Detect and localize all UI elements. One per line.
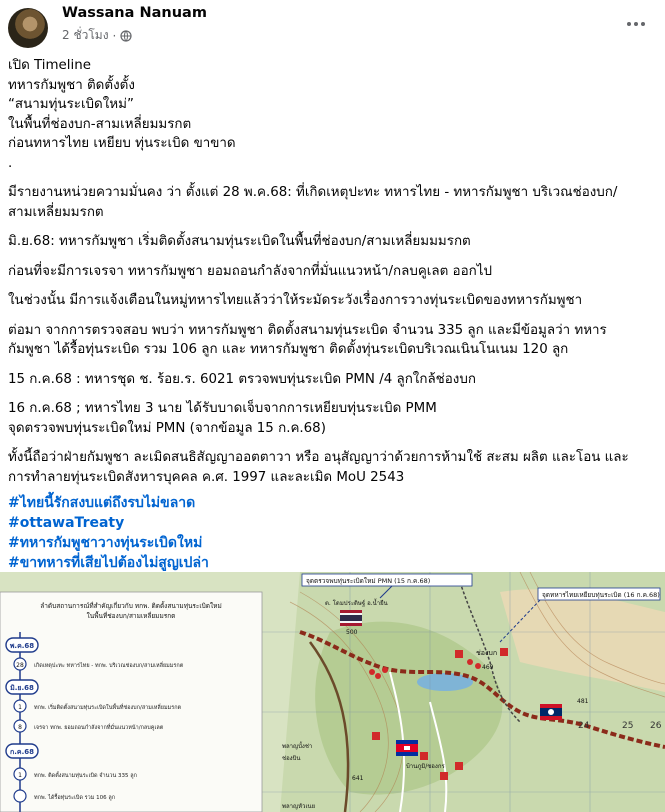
place-label-chongbok: ช่องบก: [476, 649, 498, 657]
post-timestamp[interactable]: 2 ชั่วโมง: [62, 28, 109, 42]
elevation-label: 500: [346, 629, 358, 636]
intro-line: ทหารกัมพูชา ติดตั้งตั้ง: [8, 77, 135, 93]
paragraph: [8, 183, 658, 222]
paragraph: [8, 370, 658, 390]
intro-line: ก่อนทหารไทย เหยียบ ทุ่นระเบิด ขาขาด: [8, 136, 236, 151]
paragraph-line: การทำลายทุ่นระเบิดสังหารบุคคล ค.ศ. 1997 และละเมิด MoU 2543: [8, 469, 405, 485]
panel-title: ในพื้นที่ช่องบก/สามเหลี่ยมมรกต: [86, 612, 176, 620]
timeline-event: เกิดเหตุปะทะ ทหารไทย - ทกพ. บริเวณช่องบก/สามเหลี่ยมมรกต: [34, 663, 184, 669]
cambodia-flag-icon: [396, 740, 418, 756]
dot-icon: [627, 22, 631, 26]
timeline-event: ทกพ. ได้รื้อทุ่นระเบิด รวม 106 ลูก: [34, 795, 116, 801]
place-label: บ้านภูมิ/ชองกร: [406, 763, 445, 770]
timeline-day: 28: [16, 662, 24, 669]
globe-icon: [120, 30, 132, 42]
timeline-day: 1: [18, 772, 22, 779]
intro-line: ในพื้นที่ช่องบก-สามเหลี่ยมมรกต: [8, 116, 192, 132]
paragraph-line: 16 ก.ค.68 ; ทหารไทย 3 นาย ได้รับบาดเจ็บจากการเหยียบทุ่นระเบิด PMM: [8, 401, 437, 416]
place-label: ต. โดมประดิษฐ์ อ.น้ำยืน: [325, 600, 388, 607]
intro-line: .: [8, 155, 13, 171]
place-label: พลาญหัวเนย: [282, 803, 316, 810]
paragraph: [8, 262, 658, 282]
paragraph-line: 15 ก.ค.68 : ทหารชุด ช. ร้อย.ร. 6021 ตรวจพบทุ่นระเบิด PMN /4 ลูกใกล้ช่องบก: [8, 371, 476, 387]
hashtag-link[interactable]: #ขาทหารที่เสียไปต้องไม่สูญเปล่า: [8, 555, 209, 571]
paragraph-line: ทั้งนี้ถือว่าฝ่ายกัมพูชา ละเมิดสนธิสัญญาออตตาวา หรือ อนุสัญญาว่าด้วยการห้ามใช้ สะสม ผลิต และโอน และ: [8, 450, 629, 465]
author-name[interactable]: Wassana Nanuam: [62, 5, 207, 21]
author-avatar[interactable]: [8, 8, 48, 48]
timeline-month-label: ก.ค.68: [10, 748, 34, 756]
elevation-label: 481: [577, 698, 589, 705]
paragraph-line: กัมพูชา ได้รื้อทุ่นระเบิด รวม 106 ลูก และ ทหารกัมพูชา ติดตั้งทุ่นระเบิดบริเวณเนินโนเนม 120 ลูก: [8, 342, 569, 357]
paragraph-line: ก่อนที่จะมีการเจรจา ทหารกัมพูชา ยอมถอนกำลังจากที่มั่นแนวหน้า/กลบคูเลต ออกไป: [8, 263, 492, 279]
grid-label: 24: [578, 721, 590, 731]
post-header: [0, 0, 665, 52]
map-graphic: [0, 572, 665, 812]
paragraph: [8, 232, 658, 252]
callout-text: จุดทหารไทยเหยียบทุ่นระเบิด (16 ก.ค.68): [542, 591, 660, 599]
grid-label: 25: [622, 721, 634, 731]
timeline-panel: [0, 592, 262, 812]
paragraph: [8, 448, 658, 487]
more-options-button[interactable]: [619, 10, 653, 38]
timeline-day: 1: [18, 704, 22, 711]
laos-flag-icon: [540, 704, 562, 720]
timeline-month-label: มิ.ย.68: [10, 684, 34, 692]
paragraph: [8, 399, 658, 438]
hashtag-link[interactable]: #ทหารกัมพูชาวางทุ่นระเบิดใหม่: [8, 535, 203, 551]
timeline-event: ทกพ. เริ่มติดตั้งสนามทุ่นระเบิดในพื้นที่ช่องบก/สามเหลี่ยมมรกต: [34, 705, 182, 711]
map-image[interactable]: [0, 572, 665, 812]
paragraph-line: มิ.ย.68: ทหารกัมพูชา เริ่มติดตั้งสนามทุ่นระเบิดในพื้นที่ช่องบก/สามเหลี่ยมมมรกต: [8, 234, 471, 249]
hashtag-link[interactable]: #ottawaTreaty: [8, 515, 125, 531]
post-meta: 2 ชั่วโมง ·: [62, 26, 132, 45]
intro-line: เปิด Timeline: [8, 58, 91, 73]
post-text: [8, 56, 658, 573]
elevation-label: 469: [482, 664, 494, 671]
paragraph-line: จุดตรวจพบทุ่นระเบิดใหม่ PMN (จากข้อมูล 15 ก.ค.68): [8, 420, 326, 436]
paragraph-line: ในช่วงนั้น มีการแจ้งเตือนในหมู่ทหารไทยแล้วว่าให้ระมัดระวังเรื่องการวางทุ่นระเบิดของทหารกัมพูชา: [8, 293, 583, 308]
hashtag-link[interactable]: #ไทยนี้รักสงบแต่ถึงรบไม่ขลาด: [8, 495, 196, 511]
place-label: ช่องบิน: [282, 755, 301, 762]
timeline-event: ทกพ. ติดตั้งสนามทุ่นระเบิด จำนวน 335 ลูก: [34, 773, 137, 779]
thailand-flag-icon: [340, 610, 362, 626]
paragraph-line: มีรายงานหน่วยความมั่นคง ว่า ตั้งแต่ 28 พ.ค.68: ที่เกิดเหตุปะทะ ทหารไทย - ทหารกัมพูชา บริเวณช่องบก/: [8, 185, 618, 200]
paragraph: [8, 291, 658, 311]
hashtag-list: [8, 493, 658, 573]
panel-title: ลำดับสถานการณ์ที่สำคัญเกี่ยวกับ ทกพ. ติดตั้งสนามทุ่นระเบิดใหม่: [40, 602, 222, 610]
timeline-month-label: พ.ค.68: [9, 642, 35, 650]
place-label: พลาญบั้งช่า: [282, 743, 313, 750]
timeline-event: เจรจา ทกพ. ยอมถอนกำลังจากที่มั่นแนวหน้า/กลบคูเลต: [34, 725, 164, 731]
paragraph-line: ต่อมา จากการตรวจสอบ พบว่า ทหารกัมพูชา ติดตั้งสนามทุ่นระเบิด จำนวน 335 ลูก และมีข้อมูลว่า ทหาร: [8, 322, 607, 338]
timeline-dot: [14, 790, 26, 802]
timeline-day: 8: [18, 724, 22, 731]
dot-icon: [634, 22, 638, 26]
paragraph-line: สามเหลี่ยมมรกต: [8, 204, 104, 220]
grid-label: 26: [650, 721, 662, 731]
elevation-label: 641: [352, 775, 364, 782]
paragraph: [8, 321, 658, 360]
intro-line: “สนามทุ่นระเบิดใหม่”: [8, 97, 134, 112]
callout-text: จุดตรวจพบทุ่นระเบิดใหม่ PMN (15 ก.ค.68): [306, 577, 431, 585]
dot-icon: [641, 22, 645, 26]
